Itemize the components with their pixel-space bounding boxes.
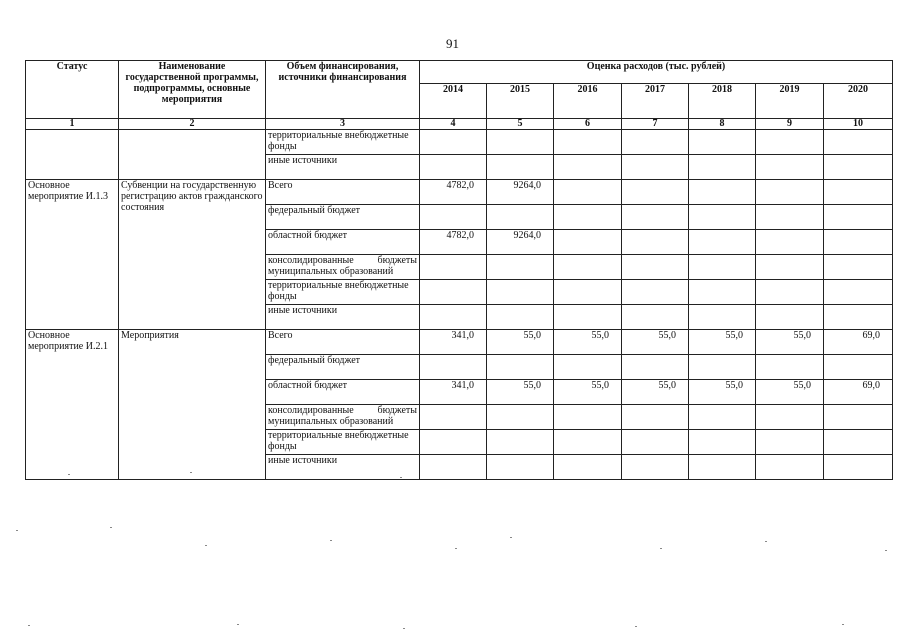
value-cell: 4782,0 (420, 180, 487, 205)
table-row (26, 180, 893, 205)
value-cell (824, 155, 893, 180)
header-year-1: 2015 (487, 84, 554, 119)
value-cell (487, 405, 554, 430)
header-year-5: 2019 (756, 84, 824, 119)
value-cell (622, 230, 689, 255)
value-cell (554, 255, 622, 280)
source-cell: областной бюджет (266, 380, 420, 405)
value-cell: 55,0 (756, 330, 824, 355)
page-number: 91 (446, 36, 459, 51)
value-cell (554, 305, 622, 330)
column-number: 3 (266, 119, 420, 130)
value-cell (756, 255, 824, 280)
column-number: 5 (487, 119, 554, 130)
value-cell: 341,0 (420, 330, 487, 355)
value-cell (622, 355, 689, 380)
value-cell (756, 130, 824, 155)
value-cell (622, 205, 689, 230)
value-cell (622, 430, 689, 455)
column-number: 4 (420, 119, 487, 130)
value-cell: 69,0 (824, 380, 893, 405)
value-cell (420, 255, 487, 280)
value-cell (487, 255, 554, 280)
value-cell (554, 455, 622, 480)
source-cell: федеральный бюджет (266, 205, 420, 230)
value-cell (622, 305, 689, 330)
value-cell: 55,0 (554, 380, 622, 405)
value-cell: 55,0 (622, 330, 689, 355)
name-cell (119, 130, 266, 180)
value-cell: 9264,0 (487, 180, 554, 205)
value-cell (622, 280, 689, 305)
source-cell: Всего (266, 180, 420, 205)
name-cell: Субвенции на государственную регистрацию актов гражданского состояния (119, 180, 266, 330)
source-cell: территориальные внебюджетные фонды (266, 130, 420, 155)
column-number: 2 (119, 119, 266, 130)
header-year-4: 2018 (689, 84, 756, 119)
value-cell (689, 305, 756, 330)
source-cell: Всего (266, 330, 420, 355)
value-cell: 341,0 (420, 380, 487, 405)
value-cell (420, 130, 487, 155)
value-cell (622, 405, 689, 430)
value-cell (554, 355, 622, 380)
value-cell (756, 205, 824, 230)
value-cell (756, 455, 824, 480)
value-cell (622, 255, 689, 280)
column-number: 7 (622, 119, 689, 130)
value-cell (824, 205, 893, 230)
value-cell (554, 180, 622, 205)
value-cell (420, 305, 487, 330)
source-cell: консолидированные бюджеты муниципальных образований (266, 405, 420, 430)
value-cell (689, 405, 756, 430)
value-cell (824, 455, 893, 480)
value-cell (622, 455, 689, 480)
column-number: 8 (689, 119, 756, 130)
value-cell (487, 355, 554, 380)
value-cell (756, 180, 824, 205)
value-cell (689, 355, 756, 380)
value-cell (487, 305, 554, 330)
value-cell (487, 430, 554, 455)
value-cell (622, 180, 689, 205)
value-cell (487, 455, 554, 480)
value-cell (689, 230, 756, 255)
value-cell (689, 180, 756, 205)
source-cell: консолидированные бюджеты муниципальных образований (266, 255, 420, 280)
value-cell (420, 155, 487, 180)
value-cell (420, 205, 487, 230)
value-cell (554, 280, 622, 305)
value-cell: 4782,0 (420, 230, 487, 255)
value-cell: 55,0 (487, 330, 554, 355)
name-cell: Мероприятия (119, 330, 266, 480)
value-cell (622, 130, 689, 155)
value-cell: 55,0 (487, 380, 554, 405)
value-cell (756, 230, 824, 255)
source-cell: иные источники (266, 305, 420, 330)
header-year-2: 2016 (554, 84, 622, 119)
table-row (26, 330, 893, 355)
header-status: Статус (26, 61, 119, 119)
status-cell (26, 130, 119, 180)
value-cell (756, 405, 824, 430)
value-cell (689, 205, 756, 230)
value-cell: 55,0 (756, 380, 824, 405)
source-cell: иные источники (266, 455, 420, 480)
table-row (26, 130, 893, 155)
value-cell: 55,0 (689, 330, 756, 355)
source-cell: областной бюджет (266, 230, 420, 255)
value-cell (756, 280, 824, 305)
value-cell (487, 130, 554, 155)
value-cell (689, 455, 756, 480)
value-cell (487, 155, 554, 180)
value-cell (689, 155, 756, 180)
value-cell (554, 130, 622, 155)
value-cell (824, 305, 893, 330)
value-cell (756, 355, 824, 380)
value-cell (756, 305, 824, 330)
financing-table (25, 60, 893, 480)
value-cell (824, 255, 893, 280)
value-cell (420, 430, 487, 455)
value-cell (824, 130, 893, 155)
source-cell: иные источники (266, 155, 420, 180)
column-number: 1 (26, 119, 119, 130)
value-cell: 9264,0 (487, 230, 554, 255)
value-cell (554, 205, 622, 230)
value-cell (824, 230, 893, 255)
value-cell (756, 155, 824, 180)
column-number: 10 (824, 119, 893, 130)
value-cell (487, 280, 554, 305)
value-cell (554, 405, 622, 430)
source-cell: территориальные внебюджетные фонды (266, 430, 420, 455)
status-cell: Основное мероприятие И.1.3 (26, 180, 119, 330)
value-cell: 69,0 (824, 330, 893, 355)
source-cell: федеральный бюджет (266, 355, 420, 380)
value-cell (689, 130, 756, 155)
header-name: Наименование государственной программы, подпрограммы, основные мероприятия (119, 61, 266, 119)
column-number: 9 (756, 119, 824, 130)
value-cell (420, 280, 487, 305)
value-cell (554, 230, 622, 255)
value-cell (824, 405, 893, 430)
value-cell (420, 455, 487, 480)
status-cell: Основное мероприятие И.2.1 (26, 330, 119, 480)
value-cell (622, 155, 689, 180)
value-cell (554, 430, 622, 455)
value-cell (824, 430, 893, 455)
column-number: 6 (554, 119, 622, 130)
value-cell: 55,0 (554, 330, 622, 355)
value-cell (824, 280, 893, 305)
header-financing: Объем финансирования, источники финансирования (266, 61, 420, 119)
value-cell (824, 180, 893, 205)
value-cell (756, 430, 824, 455)
header-year-3: 2017 (622, 84, 689, 119)
value-cell (689, 255, 756, 280)
header-year-6: 2020 (824, 84, 893, 119)
value-cell (689, 280, 756, 305)
header-estimate: Оценка расходов (тыс. рублей) (420, 61, 893, 84)
header-year-0: 2014 (420, 84, 487, 119)
value-cell: 55,0 (689, 380, 756, 405)
value-cell (689, 430, 756, 455)
value-cell (420, 355, 487, 380)
value-cell (554, 155, 622, 180)
value-cell (420, 405, 487, 430)
value-cell (487, 205, 554, 230)
value-cell: 55,0 (622, 380, 689, 405)
source-cell: территориальные внебюджетные фонды (266, 280, 420, 305)
value-cell (824, 355, 893, 380)
